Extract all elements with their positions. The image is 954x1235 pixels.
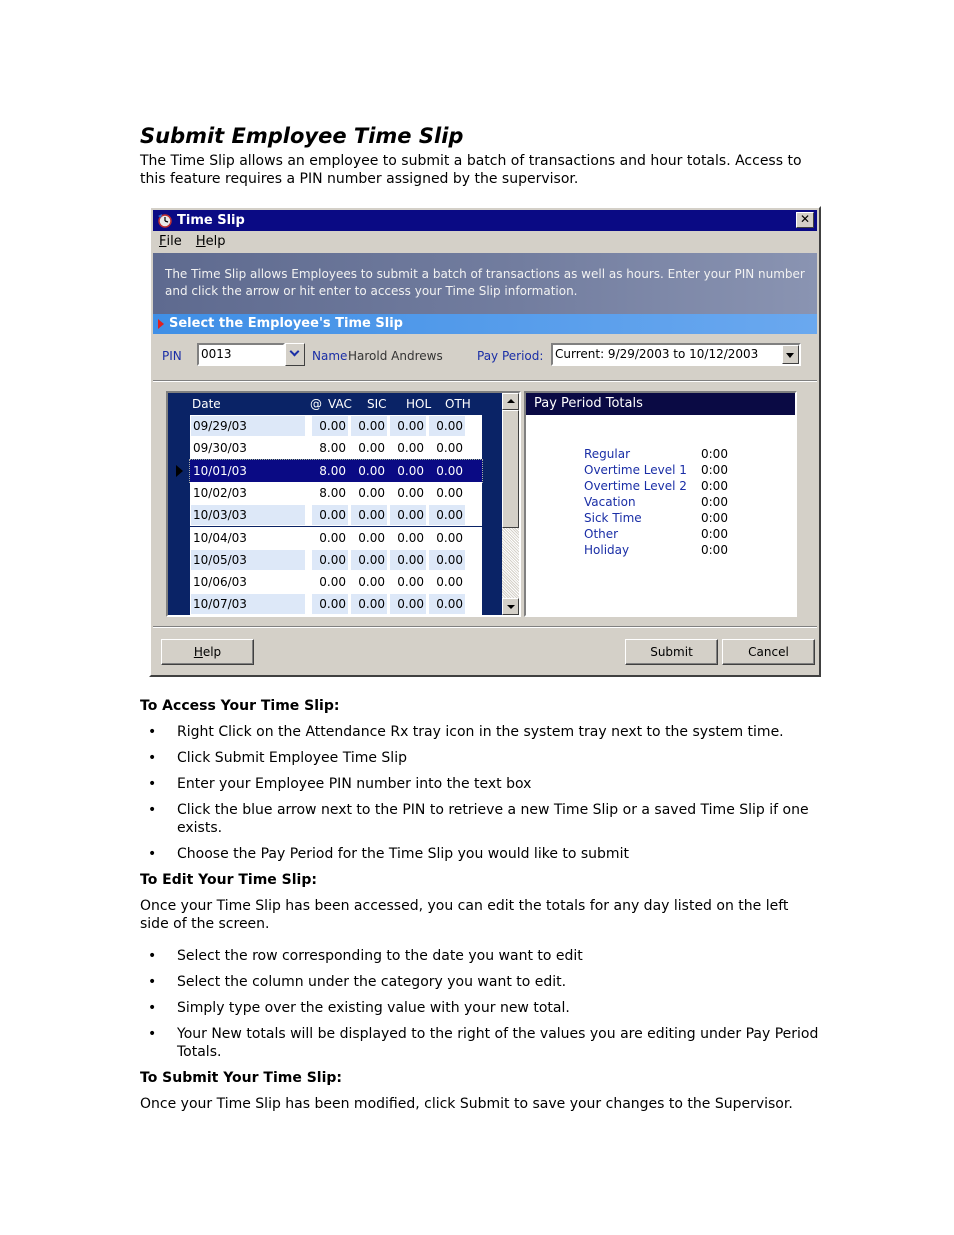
pay-period-label: Pay Period: [477, 349, 544, 363]
cancel-button[interactable]: Cancel [722, 639, 815, 665]
cell-hol[interactable]: 0.00 [397, 575, 424, 590]
dropdown-button[interactable] [782, 345, 799, 364]
intro-paragraph: The Time Slip allows an employee to submit a batch of transactions and hour totals. Access to this feature requires a PIN number assigned by the supervisor. [140, 153, 802, 187]
vertical-scrollbar[interactable] [502, 393, 519, 615]
pay-period-select[interactable]: Current: 9/29/2003 to 10/12/2003 [551, 343, 801, 366]
triangle-down-icon [786, 353, 794, 358]
cell-date[interactable]: 10/03/03 [191, 505, 305, 525]
scroll-up-button[interactable] [502, 393, 519, 410]
list-item: • Enter your Employee PIN number into the text box [140, 775, 820, 793]
scroll-down-button[interactable] [502, 598, 519, 615]
cell-hol[interactable]: 0.00 [390, 416, 426, 436]
submit-heading: To Submit Your Time Slip: [140, 1070, 343, 1086]
cell-sic[interactable]: 0.00 [351, 461, 387, 481]
cell-oth[interactable]: 0.00 [429, 416, 465, 436]
total-value: 0:00 [701, 447, 728, 461]
cell-vac[interactable]: 0.00 [312, 594, 348, 614]
name-label: Name [312, 349, 348, 363]
cell-oth[interactable]: 0.00 [436, 441, 463, 456]
cell-hol[interactable]: 0.00 [397, 485, 424, 500]
arrow-right-icon [158, 319, 164, 329]
cell-hol[interactable]: 0.00 [390, 594, 426, 614]
list-item: • Choose the Pay Period for the Time Slip you would like to submit [140, 845, 820, 863]
total-label: Vacation [584, 495, 636, 509]
list-item: • Select the column under the category you want to edit. [140, 973, 820, 991]
cell-oth[interactable]: 0.00 [429, 461, 465, 481]
list-item: • Click the blue arrow next to the PIN to retrieve a new Time Slip or a saved Time Slip if one exists. [140, 801, 820, 837]
total-value: 0:00 [701, 479, 728, 493]
info-banner: The Time Slip allows Employees to submit a batch of transactions as well as hours. Enter your PIN number and click the arrow or hit enter to access your Time Slip information. [153, 253, 817, 315]
cell-oth[interactable]: 0.00 [429, 594, 465, 614]
cell-vac[interactable]: 8.00 [319, 485, 346, 500]
access-steps [140, 723, 820, 863]
arrow-up-icon [507, 399, 515, 403]
row-selector-icon [176, 465, 183, 477]
instructions [140, 697, 820, 1113]
cell-sic[interactable]: 0.00 [351, 594, 387, 614]
col-date[interactable]: Date [192, 397, 221, 411]
table-row[interactable] [190, 571, 482, 593]
window-title: Time Slip [177, 213, 245, 228]
pin-row [153, 336, 817, 380]
help-button[interactable]: Help [161, 639, 254, 665]
edit-intro: Once your Time Slip has been accessed, you can edit the totals for any day listed on the left side of the screen. [140, 898, 789, 932]
close-button[interactable] [796, 212, 814, 228]
cell-sic[interactable]: 0.00 [358, 441, 385, 456]
edit-steps [140, 947, 820, 1061]
title-bar [153, 210, 817, 231]
table-row[interactable] [190, 482, 482, 504]
col-oth[interactable]: OTH [445, 397, 471, 411]
document [140, 120, 820, 188]
cell-vac[interactable]: 0.00 [319, 530, 346, 545]
list-item: • Click Submit Employee Time Slip [140, 749, 820, 767]
cell-vac[interactable]: 8.00 [319, 441, 346, 456]
cell-sic[interactable]: 0.00 [358, 485, 385, 500]
col-hol[interactable]: HOL [406, 397, 432, 411]
page-title: Submit Employee Time Slip [140, 124, 464, 148]
menu-file[interactable]: File [159, 234, 182, 249]
col-sic[interactable]: SIC [367, 397, 387, 411]
clock-app-icon [157, 213, 173, 228]
total-value: 0:00 [701, 543, 728, 557]
divider [153, 626, 817, 628]
cell-sic[interactable]: 0.00 [358, 530, 385, 545]
menu-bar [153, 232, 817, 252]
total-label: Overtime Level 2 [584, 479, 687, 493]
cell-oth[interactable]: 0.00 [429, 550, 465, 570]
table-row[interactable] [190, 460, 482, 482]
cell-sic[interactable]: 0.00 [351, 550, 387, 570]
section-header: Select the Employee's Time Slip [153, 314, 817, 334]
access-heading: To Access Your Time Slip: [140, 698, 340, 714]
cell-date[interactable]: 10/05/03 [191, 550, 305, 570]
table-row[interactable] [190, 593, 482, 615]
pin-input[interactable]: 0013 [197, 343, 285, 366]
divider [153, 380, 817, 382]
col-vac[interactable]: VAC [328, 397, 352, 411]
menu-help[interactable]: Help [195, 234, 226, 249]
table-row[interactable] [190, 437, 482, 459]
total-value: 0:00 [701, 527, 728, 541]
cell-vac[interactable]: 0.00 [319, 575, 346, 590]
list-item: • Your New totals will be displayed to the right of the values you are editing under Pay Period Totals. [140, 1025, 820, 1061]
cell-oth[interactable]: 0.00 [436, 575, 463, 590]
cell-vac[interactable]: 0.00 [312, 416, 348, 436]
time-slip-window [149, 206, 821, 677]
cell-date[interactable]: 09/29/03 [191, 416, 305, 436]
total-label: Sick Time [584, 511, 642, 525]
cell-sic[interactable]: 0.00 [351, 505, 387, 525]
cell-date[interactable]: 09/30/03 [193, 441, 247, 456]
cell-date[interactable]: 10/01/03 [191, 461, 305, 481]
cell-sic[interactable]: 0.00 [351, 416, 387, 436]
pin-label: PIN [162, 349, 182, 363]
cell-date[interactable]: 10/02/03 [193, 485, 247, 500]
cell-oth[interactable]: 0.00 [436, 485, 463, 500]
total-label: Regular [584, 447, 631, 461]
total-label: Other [584, 527, 619, 541]
scroll-thumb[interactable] [502, 410, 519, 528]
cell-vac[interactable]: 0.00 [312, 550, 348, 570]
arrow-down-icon [507, 605, 515, 609]
table-row[interactable] [190, 415, 482, 437]
cell-hol[interactable]: 0.00 [397, 530, 424, 545]
table-row[interactable] [190, 527, 482, 549]
cell-hol[interactable]: 0.00 [397, 441, 424, 456]
total-label: Overtime Level 1 [584, 463, 687, 477]
cell-date[interactable]: 10/07/03 [191, 594, 305, 614]
cell-sic[interactable]: 0.00 [358, 575, 385, 590]
cell-hol[interactable]: 0.00 [390, 550, 426, 570]
grid-header [168, 393, 503, 415]
list-item: • Select the row corresponding to the date you want to edit [140, 947, 820, 965]
row-gutter [168, 415, 190, 617]
cell-oth[interactable]: 0.00 [436, 530, 463, 545]
cell-oth[interactable]: 0.00 [429, 505, 465, 525]
table-row[interactable] [190, 549, 482, 571]
chevron-down-icon [290, 347, 300, 357]
cell-date[interactable]: 10/06/03 [193, 575, 247, 590]
pin-go-button[interactable] [285, 343, 305, 366]
cell-date[interactable]: 10/04/03 [193, 530, 247, 545]
total-value: 0:00 [701, 511, 728, 525]
employee-name: Harold Andrews [348, 349, 443, 363]
cell-vac[interactable]: 8.00 [312, 461, 348, 481]
time-grid [166, 391, 521, 617]
submit-button[interactable]: Submit [625, 639, 718, 665]
total-value: 0:00 [701, 463, 728, 477]
list-item: • Simply type over the existing value with your new total. [140, 999, 820, 1017]
total-value: 0:00 [701, 495, 728, 509]
pay-period-totals [524, 391, 797, 617]
list-item: • Right Click on the Attendance Rx tray icon in the system tray next to the system time. [140, 723, 820, 741]
table-row[interactable] [190, 504, 482, 526]
totals-header: Pay Period Totals [526, 393, 795, 415]
col-at[interactable]: @ [310, 397, 322, 411]
cell-hol[interactable]: 0.00 [390, 505, 426, 525]
cell-hol[interactable]: 0.00 [390, 461, 426, 481]
edit-heading: To Edit Your Time Slip: [140, 872, 317, 888]
cell-vac[interactable]: 0.00 [312, 505, 348, 525]
close-icon: ✕ [799, 212, 811, 226]
submit-text: Once your Time Slip has been modified, click Submit to save your changes to the Supervisor. [140, 1096, 793, 1112]
total-label: Holiday [584, 543, 630, 557]
